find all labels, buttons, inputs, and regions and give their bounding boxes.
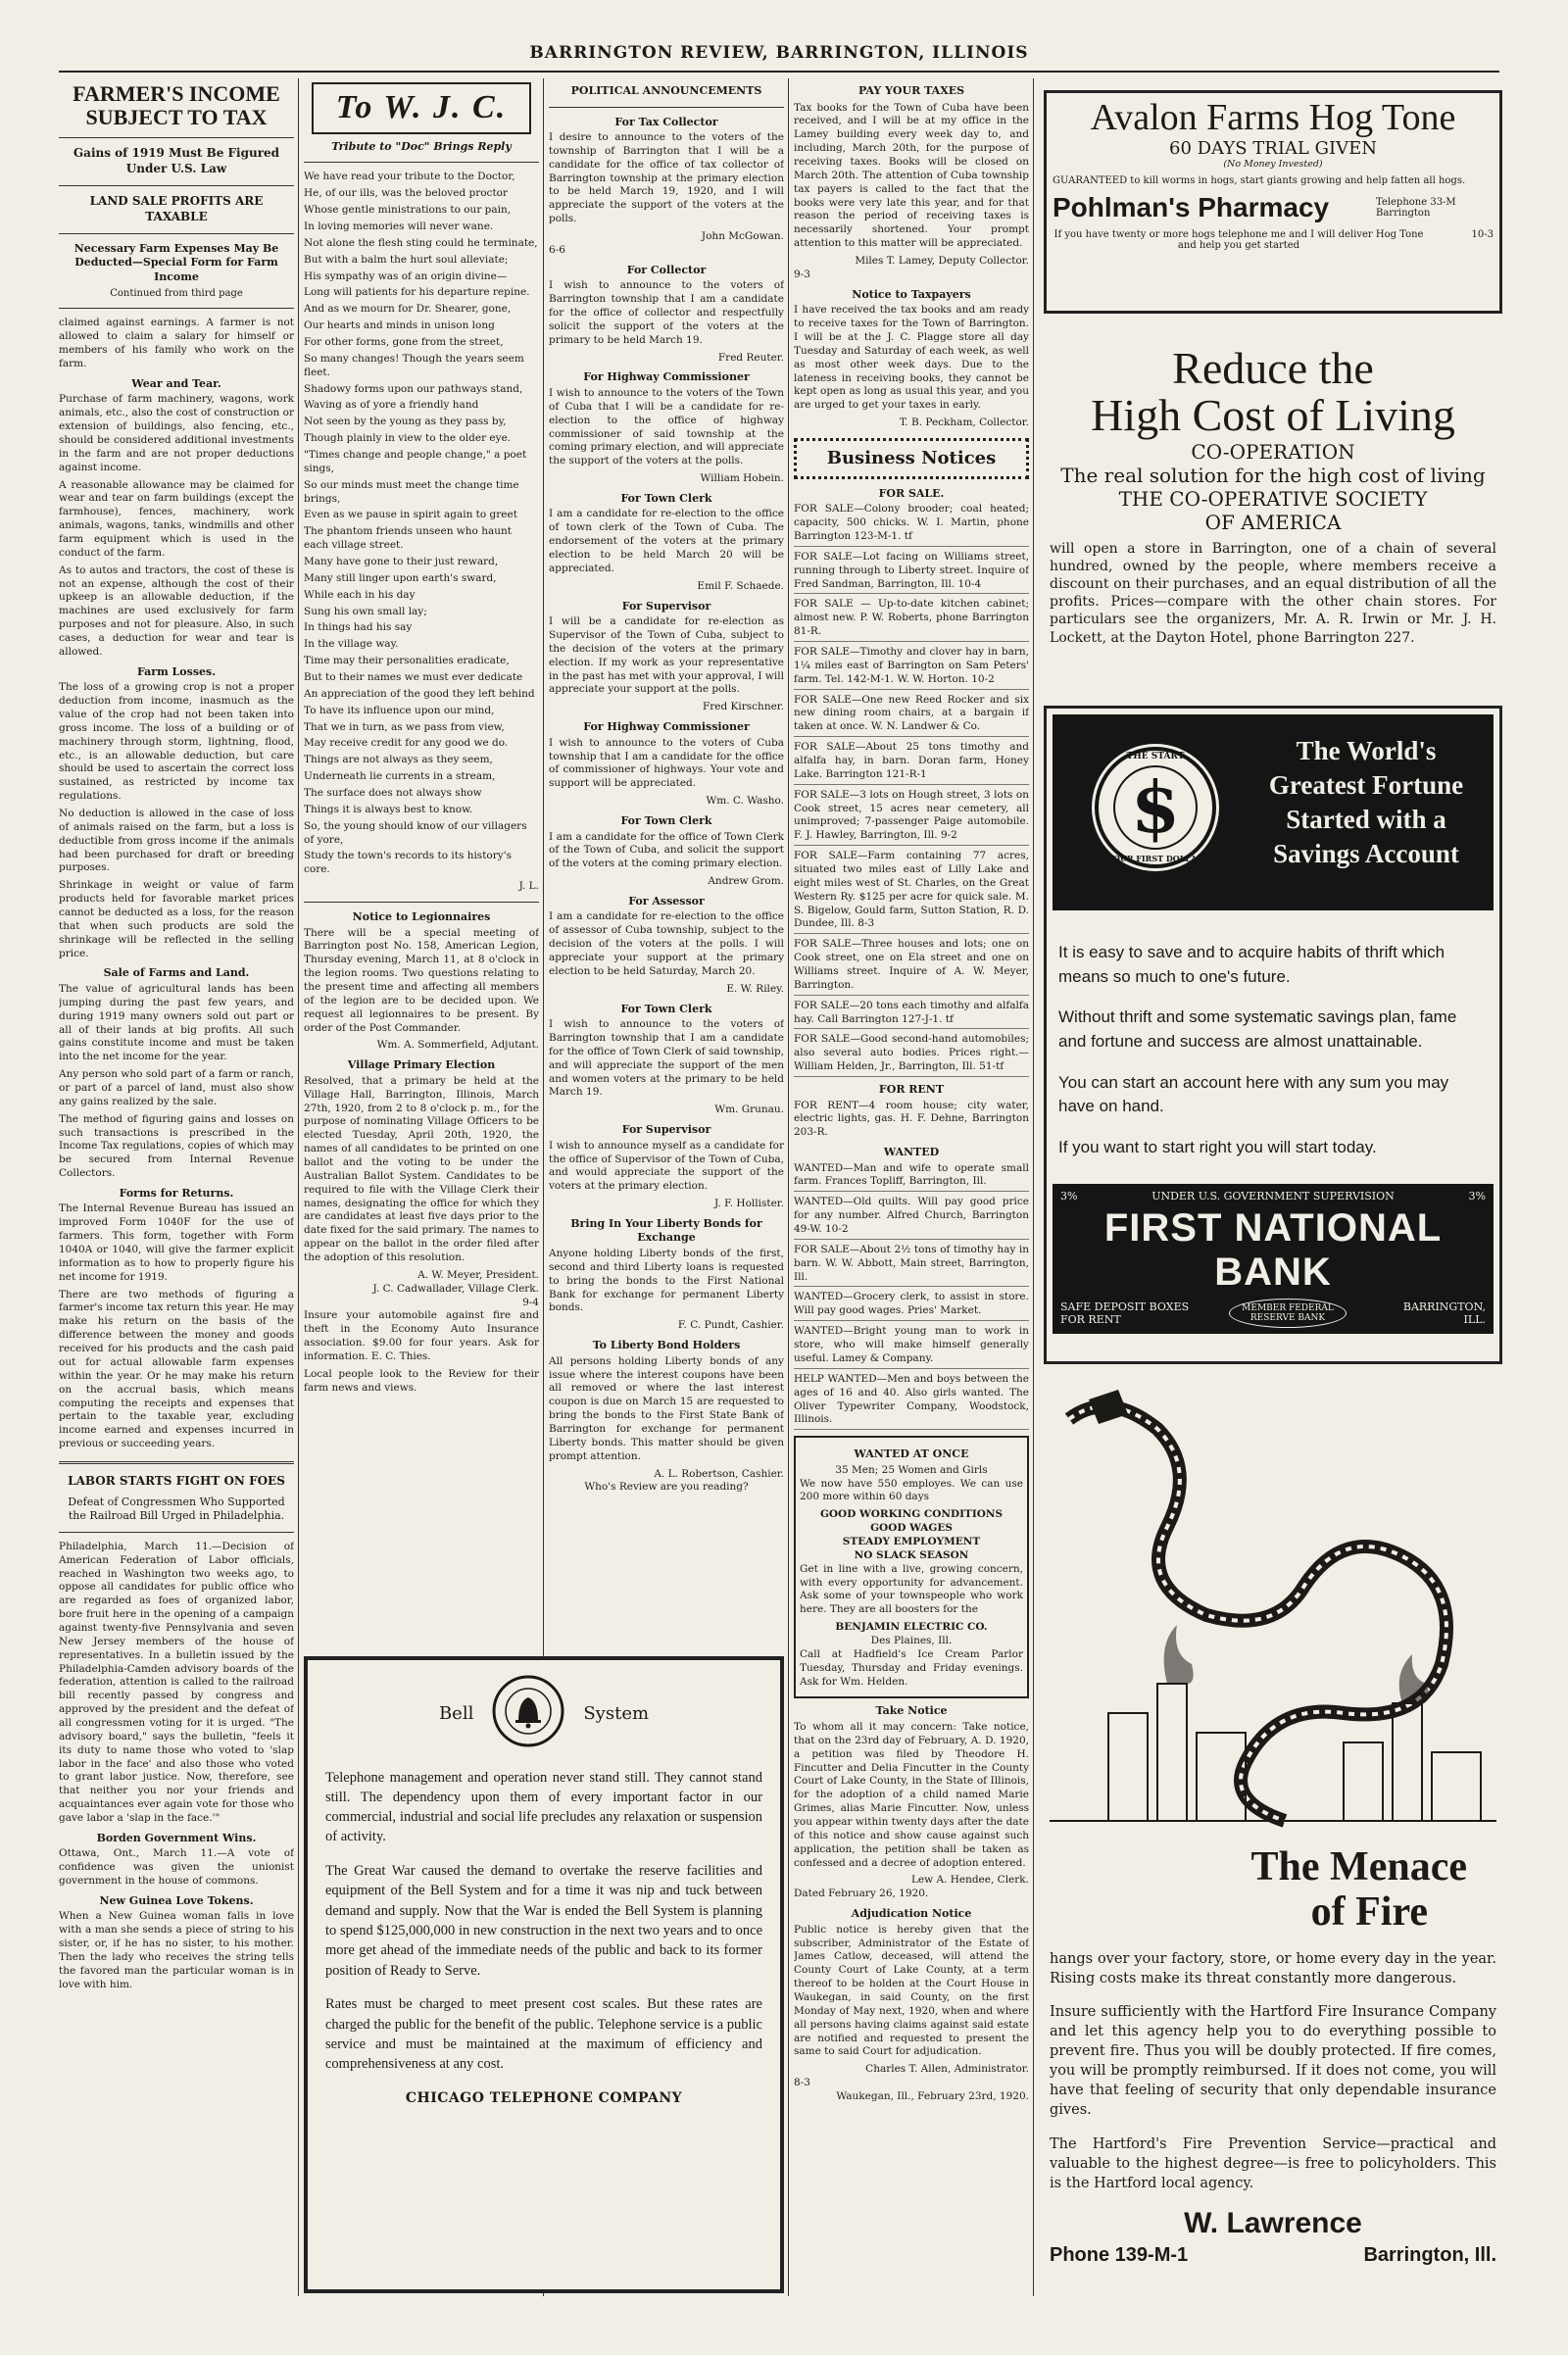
poem-line: Long will patients for his departure repine. <box>304 286 530 299</box>
section-head: Take Notice <box>875 1704 948 1718</box>
announcement-signature: John McGowan. <box>701 230 784 243</box>
article-paragraph: The loss of a growing crop is not a proper deduction from income, inasmuch as the value of the crop had not been taken into gross income. The loss of a building or of machinery through storm, lightning, flood, etc., is an allowable deduction, but care should be used to ascertain the correct loss sustained, as restricted by income tax regulations. <box>59 681 294 803</box>
notice-date: Waukegan, Ill., February 23rd, 1920. <box>836 2090 1029 2102</box>
announcement-text: I am a candidate for re-election to the office of town clerk of the Town of Cuba. The endorsement of the voters at the primary election to be held March 20 will be appreciated. <box>549 508 784 574</box>
ad-paragraph: Get in line with a live, growing concern, with every opportunity for advancement. Ask some of your townspeople who work here. They are all boosters for the <box>800 1562 1023 1616</box>
section-head: Wear and Tear. <box>131 376 221 390</box>
poem-line: Not seen by the young as they pass by, <box>304 416 507 428</box>
notice-signature: A. W. Meyer, President. <box>417 1268 539 1281</box>
announcement-text: I wish to announce to the voters of Cuba township that I am a candidate for the office of commissioner of highways. Your vote and support will be appreciated. <box>549 736 784 790</box>
notice-signature: F. C. Pundt, Cashier. <box>677 1319 784 1332</box>
poem-line: So our minds must meet the change time brings, <box>304 478 519 505</box>
column-political <box>549 78 784 1649</box>
bank-ad-headline: The World's Greatest Fortune Started with a Savings Account <box>1268 736 1464 869</box>
bell-system-ad <box>304 1656 784 2293</box>
announcement-office: For Collector <box>626 263 707 276</box>
ad-feature-line: GOOD WAGES <box>870 1522 953 1535</box>
section-head: Notice to Taxpayers <box>852 287 971 301</box>
fire-ad-city: Barrington, Ill. <box>1363 2244 1496 2267</box>
announcement-office: For Supervisor <box>621 599 711 613</box>
ad-society-name: OF AMERICA <box>1204 510 1342 534</box>
article-paragraph: claimed against earnings. A farmer is not allowed to claim a salary for himself or members of his family who work on the farm. <box>59 317 294 369</box>
poem-line: Our hearts and minds in unison long <box>304 319 495 332</box>
notice-signature: Miles T. Lamey, Deputy Collector. <box>855 254 1029 267</box>
classified-item: FOR SALE—20 tons each timothy and alfalfa hay. Call Barrington 127-J-1. tf <box>794 1000 1029 1030</box>
notice-paragraph: Tax books for the Town of Cuba have been received, and I will be at my office in the Lamey building every week day to, and including, March 20th, for the purpose of receiving taxes. Books will be closed on March 20th. The attention of Cuba township tax payers is called to the fact that the books were very late this year, and for that reason the period of receiving taxes is necessarily shortened. Your prompt attention to this matter will be appreciated. <box>794 101 1029 250</box>
ad-pharmacy-name: Pohlman's Pharmacy <box>1053 191 1330 222</box>
poem-line: The surface does not always show <box>304 787 482 800</box>
notice-code: 8-3 <box>794 2077 810 2089</box>
political-list <box>549 116 784 1211</box>
poem-line: An appreciation of the good they left behind <box>304 687 535 700</box>
continued-note: Continued from third page <box>110 288 243 300</box>
ad-trial: 60 DAYS TRIAL GIVEN <box>1169 137 1377 159</box>
fire-ad-paragraph: hangs over your factory, store, or home every day in the year. Rising costs make its threat constantly more dangerous. <box>1050 1950 1496 1987</box>
section-head: Forms for Returns. <box>119 1186 234 1200</box>
announcement-text: I wish to announce to the voters of the Town of Cuba that I will be a candidate for re-election to the office of highway commissioner of said township at the coming primary election, and will appreciate the support of the voters at the polls. <box>549 386 784 467</box>
article-paragraph: The method of figuring gains and losses on such transactions is prescribed in the Income Tax regulations, copies of which may be secured from Internal Revenue Collectors. <box>59 1112 294 1180</box>
wanted-list <box>794 1162 1029 1431</box>
ad-head: WANTED AT ONCE <box>854 1447 969 1461</box>
ad-title-line: High Cost of Living <box>1091 390 1455 441</box>
column-farm-income <box>59 78 294 2296</box>
bank-city: BARRINGTON, ILL. <box>1402 1300 1486 1327</box>
business-notices-banner: Business Notices <box>794 438 1029 479</box>
subhead-land-sale: LAND SALE PROFITS ARE TAXABLE <box>89 194 264 223</box>
ad-subtitle: CO-OPERATION <box>1191 439 1355 464</box>
classified-head: FOR SALE. <box>878 486 945 500</box>
ad-body: will open a store in Barrington, one of a chain of several hundred, owned by the people, where members receive a discount on their purchases, and an equal distribution of all the profits. Prices—compare with the other chain stores. For particulars see the organizers, Mr. A. R. Irwin or Mr. J. H. Lockett, at the Dayton Hotel, phone Barrington 227. <box>1050 540 1496 646</box>
classified-head: FOR RENT <box>878 1083 945 1096</box>
announcement-text: I am a candidate for re-election to the office of assessor of Cuba township, subject to the decision of the voters at the polls. I will appreciate your support at the primary election to be held Saturday, March 20. <box>549 910 784 977</box>
notice-paragraph: I have received the tax books and am ready to receive taxes for the Town of Barrington. I will be at the J. C. Plagge store all day Tuesday and Saturday of each week, as well as most other week days. Due to the lateness in receiving books, they cannot be kept open as long as usual this year, and you are urged to get your taxes in early. <box>794 304 1029 412</box>
ad-society-name: THE CO-OPERATIVE SOCIETY <box>1118 486 1428 511</box>
announcement-office: For Highway Commissioner <box>583 370 750 384</box>
classified-head: WANTED <box>883 1146 940 1159</box>
article-paragraph: There are two methods of figuring a farmer's income tax return this year. He may make his return on the basis of the difference between the money and goods received for his products and the cash paid out for actual allowable farm expenses within the year. Or he may make his return on the accrual basis, which means computing the receipts and expenses that pertain to the taxable year, excluding income earned and expenses incurred in previous or succeeding years. <box>59 1288 294 1450</box>
article-paragraph: Purchase of farm machinery, wagons, work animals, etc., also the cost of construction or extension of buildings, also fencing, etc., should be considered additional investments in the farm and are not proper deductions against income. <box>59 393 294 473</box>
announcement-office: For Assessor <box>628 894 705 908</box>
subhead-deductions: Necessary Farm Expenses May Be Deducted—Special Form for Farm Income <box>74 241 279 283</box>
article-paragraph: Philadelphia, March 11.—Decision of American Federation of Labor officials, reached in Washington two weeks ago, to oppose all candidates for public office who are regarded as foes of organized labor, bore fruit here in the opening of a campaign against twenty-five Pennsylvania and seven New Jersey members of the house of representatives. In a bulletin issued by the Philadelphia-Camden advisory boards of the federation, attention is called to the railroad bill recently passed by congress and approved by the president and the defeat of all congressmen voting for it is urged. "The advisory board," says the bulletin, "feels it its duty to name those who voted to 'slap labor in the face' and also those who voted to grant labor justice. Now, therefore, see that neither you nor your friends and acquaintances ever again vote for those who gave labor a 'slap in the face.'" <box>59 1540 294 1824</box>
notice-date: Dated February 26, 1920. <box>794 1888 929 1900</box>
ad-title-line: Reduce the <box>1172 343 1374 393</box>
bank-ad-paragraph: It is easy to save and to acquire habits of thrift which means so much to one's future. <box>1058 943 1446 986</box>
bank-name: FIRST NATIONAL BANK <box>1103 1206 1443 1295</box>
hartford-fire-insurance-ad <box>1044 1384 1502 2297</box>
ad-feature-lines <box>800 1508 1023 1562</box>
notice-paragraph: All persons holding Liberty bonds of any issue where the interest coupons have been all removed or where the last interest coupon is due on March 15 are requested to bring the bonds to the First State Bank of Barrington for exchange for permanent Liberty bonds. This matter should be given prompt attention. <box>549 1354 784 1462</box>
bank-ad-paragraph: If you want to start right you will start today. <box>1058 1137 1377 1156</box>
announcement-signature: J. F. Hollister. <box>714 1198 784 1210</box>
poem-line: For other forms, gone from the street, <box>304 335 504 348</box>
column-notices <box>794 78 1029 2296</box>
dollar-coin-icon: $ THE START YOUR FIRST DOLLAR <box>1092 744 1219 871</box>
ad-paragraph: We now have 550 employes. We can use 200 more within 60 days <box>800 1477 1023 1503</box>
article-paragraph: Any person who sold part of a farm or ranch, or part of a parcel of land, must also show any gains realized by the sale. <box>59 1068 294 1107</box>
announcement-office: For Highway Commissioner <box>583 720 750 734</box>
section-head: Farm Losses. <box>136 664 217 678</box>
federal-reserve-badge: MEMBER FEDERAL RESERVE BANK <box>1229 1299 1347 1328</box>
bank-ad-banner <box>1053 714 1494 910</box>
bell-ad-company: CHICAGO TELEPHONE COMPANY <box>405 2089 683 2106</box>
notice-signature: Charles T. Allen, Administrator. <box>865 2063 1029 2076</box>
notice-paragraph: Anyone holding Liberty bonds of the first, second and third Liberty loans is requested to bring the bonds to the First National Bank for exchange for permanent Liberty bonds. <box>549 1247 784 1314</box>
classified-item: FOR SALE—Three houses and lots; one on Cook street, one on Ela street and one on Williams street. Inquire of A. W. Meyer, Barrington. <box>794 938 1029 995</box>
notice-signature: Wm. A. Sommerfield, Adjutant. <box>376 1039 539 1052</box>
announcement-text: I wish to announce to the voters of Barrington township that I am a candidate for the office of Town Clerk of said township, and will appreciate the support of the men and women voters at the primary to be held March 19. <box>549 1018 784 1099</box>
poem-line: Study the town's records to its history's core. <box>304 850 512 876</box>
announcement-code: 6-6 <box>549 243 565 256</box>
announcement-signature: Emil F. Schaede. <box>697 579 784 592</box>
article-paragraph: Shrinkage in weight or value of farm products held for favorable market prices cannot be deducted as a loss, for the reason that when such products are sold the shrinkage will be reflected in the selling price. <box>59 879 294 959</box>
poem-line: But to their names we must ever dedicate <box>304 671 523 684</box>
poem-line: Things are not always as they seem, <box>304 754 493 766</box>
announcement-signature: E. W. Riley. <box>726 982 784 995</box>
poem-line: Whose gentle ministrations to our pain, <box>304 204 512 217</box>
announcement-signature: Wm. Grunau. <box>714 1104 784 1116</box>
subhead-labor: Defeat of Congressmen Who Supported the Railroad Bill Urged in Philadelphia. <box>68 1495 285 1523</box>
subhead-gains: Gains of 1919 Must Be Figured Under U.S. Law <box>73 146 280 176</box>
poem-line: Many have gone to their just reward, <box>304 556 499 568</box>
section-head: To Liberty Bond Holders <box>592 1339 741 1352</box>
dragon-over-city-illustration <box>1050 1390 1496 1840</box>
poem-line: In the village way. <box>304 638 399 651</box>
classified-item: FOR SALE—About 2½ tons of timothy hay in barn. W. W. Abbott, Main street, Barrington, Ill. <box>794 1244 1029 1288</box>
section-head: PAY YOUR TAXES <box>858 84 965 97</box>
safe-deposit-label: SAFE DEPOSIT BOXES FOR RENT <box>1060 1300 1190 1327</box>
coin-top-label: THE START <box>1126 752 1185 761</box>
poem-line: "Times change and people change," a poet sings, <box>304 449 527 474</box>
poem-line: So many changes! Though the years seem fleet. <box>304 352 524 378</box>
bell-ad-paragraph: Telephone management and operation never stand still. They cannot stand still. The dependency upon them of every important factor in our commercial, industrial and social life precludes any relaxation or suspension of activity. <box>325 1769 762 1845</box>
poem-line: To have its influence upon our mind, <box>304 704 495 716</box>
classified-item: WANTED—Bright young man to work in store, who will make himself generally useful. Lamey & Company. <box>794 1325 1029 1369</box>
for-sale-list <box>794 503 1029 1077</box>
first-national-bank-ad <box>1044 706 1502 1364</box>
classified-item: WANTED—Old quilts. Will pay good price for any number. Alfred Church, Barrington 49-W. 10-2 <box>794 1196 1029 1240</box>
classified-item: FOR SALE—Good second-hand automobiles; also several auto bodies. Prices right.—William Helden, Jr., Barrington, Ill. 51-tf <box>794 1033 1029 1077</box>
fire-ad-phone: Phone 139-M-1 <box>1050 2244 1189 2267</box>
ad-city: Des Plaines, Ill. <box>870 1635 953 1647</box>
poem-line: Even as we pause in spirit again to greet <box>304 509 517 521</box>
poem-line: But with a balm the hurt soul alleviate; <box>304 253 509 266</box>
poem-line: In loving memories will never wane. <box>304 220 494 232</box>
bank-ad-footer <box>1053 1184 1494 1334</box>
benjamin-electric-ad <box>794 1436 1029 1698</box>
fire-ad-title: The Menace <box>1250 1844 1467 1889</box>
supervision-label: UNDER U.S. GOVERNMENT SUPERVISION <box>1152 1190 1395 1203</box>
section-head: Adjudication Notice <box>851 1907 972 1921</box>
notice-paragraph: To whom all it may concern: Take notice, that on the 23rd day of February, A. D. 1920, a petition was filed by Theodore H. Fincutter and Delia Fincutter in the County Court of Lake County, in the State of Illinois, for the adoption of a child named Marie Grimes, alias Marie Fincutter. Now, unless you appear within twenty days after the date of this notice and show cause against such application, the petition shall be taken as confessed and a decree of adoption entered. <box>794 1721 1029 1869</box>
notice-paragraph: Insure your automobile against fire and theft in the Economy Auto Insurance association. $9.00 for four years. Ask for information. E. C. Thies. <box>304 1309 539 1363</box>
ad-subtitle: The real solution for the high cost of living <box>1060 463 1486 487</box>
column-tribute <box>304 78 539 1649</box>
notice-paragraph: Resolved, that a primary be held at the Village Hall, Barrington, Illinois, March 27th, 1920, from 2 to 8 o'clock p. m., for the purpose of nominating Village Officers to be elected Tuesday, April 20th, 1920, the names of all candidates to be printed on one ballot and the voting to be under the Australian Ballot System. Candidates to be required to file with the Village Clerk their names, designating the office for which they are candidates at least five days prior to the date fixed for the said primary. The names to appear on the ballot in the order filed after the adoption of this resolution. <box>304 1074 539 1263</box>
announcement-signature: Andrew Grom. <box>708 875 784 888</box>
bank-ad-paragraph: Without thrift and some systematic savings plan, fame and fortune and success are almost unattainable. <box>1058 1007 1457 1051</box>
section-head: Village Primary Election <box>347 1058 496 1072</box>
avalon-hog-tone-ad <box>1044 90 1502 314</box>
announcement-office: For Tax Collector <box>614 115 718 128</box>
notice-signature: T. B. Peckham, Collector. <box>899 417 1029 429</box>
ad-subhead: 35 Men; 25 Women and Girls <box>835 1463 988 1476</box>
poem-line: May receive credit for any good we do. <box>304 737 509 750</box>
poem-line: Things it is always best to know. <box>304 803 473 815</box>
ad-code: 10-3 <box>1471 228 1494 240</box>
notice-paragraph: Local people look to the Review for their farm news and views. <box>304 1367 539 1394</box>
poem-line: Not alone the flesh sting could he terminate, <box>304 236 538 249</box>
poem-line: Sung his own small lay; <box>304 605 427 617</box>
ad-delivery-note: If you have twenty or more hogs telephone me and I will deliver Hog Tone and help you get started <box>1054 228 1424 251</box>
poem-line: Waving as of yore a friendly hand <box>304 399 479 412</box>
headline-farmers-income: FARMER'S INCOME SUBJECT TO TAX <box>73 81 280 130</box>
announcement-office: For Supervisor <box>621 1123 711 1137</box>
fire-ad-paragraph: Insure sufficiently with the Hartford Fire Insurance Company and let this agency help you to do everything possible to prevent fire. Thus you will be doubly protected. If fire comes, you will be promptly reimbursed. If it does not come, you will have that feeling of security that only dependable insurance gives. <box>1050 2004 1496 2119</box>
poem-line: The phantom friends unseen who haunt each village street. <box>304 525 512 552</box>
bank-ad-paragraph: You can start an account here with any sum you may have on hand. <box>1058 1072 1449 1116</box>
classified-item: FOR SALE—One new Reed Rocker and six new dining room chairs, at a bargain if taken at once. W. N. Landwer & Co. <box>794 694 1029 738</box>
announcement-text: I will be a candidate for re-election as Supervisor of the Town of Cuba, subject to the decision of the voters at the primary election. If my work as your representative in the past has met with your approval, I will appreciate your support at the polls. <box>549 615 784 696</box>
article-paragraph: As to autos and tractors, the cost of these is not an expense, although the cost of their upkeep is an allowable deduction, if the machines are used exclusively for farm purposes and not for pleasure. Also, in such cases, a deduction for wear and tear is allowed. <box>59 564 294 658</box>
interest-rate: 3% <box>1060 1190 1078 1203</box>
poem-line: Underneath lie currents in a stream, <box>304 770 496 783</box>
notice-paragraph: There will be a special meeting of Barrington post No. 158, American Legion, Thursday evening, March 11, at 8 o'clock in the legion rooms. Two questions relating to the present time and affecting all members of the legion are to be decided upon. We request all legionnaires to be present. By order of the Post Commander. <box>304 926 539 1034</box>
poem-title: To W. J. C. <box>312 82 531 134</box>
classified-item: WANTED—Man and wife to operate small farm. Frances Topliff, Barrington, Ill. <box>794 1162 1029 1193</box>
bell-ad-left-label: Bell <box>438 1703 474 1724</box>
classified-item: FOR SALE—Lot facing on Williams street, running through to Liberty street. Inquire of Fred Sandman, Barrington, Ill. 10-4 <box>794 551 1029 595</box>
article-paragraph: When a New Guinea woman falls in love with a man she sends a piece of string to his sister, or, if he has no sister, to his mother. Then the lady who receives the string tells the favored man the particular woman is in love with him. <box>59 1910 294 1990</box>
announcement-text: I am a candidate for the office of Town Clerk of the Town of Cuba, and solicit the support of the voters at the coming primary election. <box>549 830 784 870</box>
ad-note: (No Money Invested) <box>1223 158 1323 170</box>
tagline: Who's Review are you reading? <box>584 1481 749 1494</box>
announcement-text: I desire to announce to the voters of the township of Barrington that I will be a candidate for the office of tax collector of Barrington township at the primary election to be held March 19, 1920, and I will appreciate the support of the voters at the polls. <box>549 131 784 225</box>
announcement-signature: Wm. C. Washo. <box>706 795 784 808</box>
section-head: New Guinea Love Tokens. <box>99 1893 254 1907</box>
announcement-signature: Fred Kirschner. <box>702 701 784 713</box>
classified-item: FOR SALE—3 lots on Hough street, 3 lots on Cook street, 15 acres near cemetery, all unimproved; 7-passenger Paige automobile. F. J. Hawley, Barrington, Ill. 9-2 <box>794 789 1029 846</box>
poem-line: That we in turn, as we pass from view, <box>304 720 505 733</box>
headline-labor: LABOR STARTS FIGHT ON FOES <box>68 1473 285 1488</box>
article-paragraph: The Internal Revenue Bureau has issued an improved Form 1040F for the use of farmers. This form, together with Form 1040A or 1040, will give the farmer explicit information as to how to properly figure his net income for 1919. <box>59 1202 294 1283</box>
poem-verse <box>304 171 539 877</box>
poem-line: And as we mourn for Dr. Shearer, gone, <box>304 303 512 316</box>
article-paragraph: No deduction is allowed in the case of loss of animals raised on the farm, but a loss is deductible from gross income if the animals had been purchased for draft or breeding purposes. <box>59 807 294 874</box>
classified-item: FOR SALE—Colony brooder; coal heated; capacity, 500 chicks. W. I. Martin, phone Barrington 123-M-1. tf <box>794 503 1029 547</box>
classified-item: FOR SALE—Timothy and clover hay in barn, 1¼ miles east of Barrington on Sam Peters' farm. Tel. 142-M-1. W. W. Horton. 10-2 <box>794 646 1029 690</box>
ad-feature-line: STEADY EMPLOYMENT <box>842 1536 981 1548</box>
section-head: Sale of Farms and Land. <box>103 966 250 980</box>
bell-ad-paragraph: The Great War caused the demand to overtake the reserve facilities and equipment of the Bell System and for a time it was nip and tuck between demand and supply. Now that the War is ended the Bell System is planning to spend $125,000,000 in new construction in the next two years and to once more get ahead of the immediate needs of the public and back to its former position of Ready to Serve. <box>325 1863 762 1979</box>
article-paragraph: The value of agricultural lands has been jumping during the past few years, and during 1919 many owners sold out part or all of their lands at big profits. All such gains constitute income and must be taken into the net income for the year. <box>59 982 294 1063</box>
classified-item: FOR RENT—4 room house; city water, electric lights, gas. H. F. Dehne, Barrington 203-R. <box>794 1099 1029 1139</box>
bell-ad-header <box>325 1674 762 1753</box>
poem-subtitle: Tribute to "Doc" Brings Reply <box>331 139 512 153</box>
classified-item: FOR SALE—About 25 tons timothy and alfalfa hay, in barn. Doran farm, Honey Lake. Barrington 121-R-1 <box>794 741 1029 785</box>
poem-line: We have read your tribute to the Doctor, <box>304 171 515 183</box>
poem-line: His sympathy was of an origin divine— <box>304 270 508 282</box>
notice-paragraph: Public notice is hereby given that the subscriber, Administrator of the Estate of James Catlow, deceased, will attend the County Court of Lake County, at a term thereof to be holden at the Court House in Waukegan, in said County, on the first Monday of May next, 1920, when and where all persons having claims against said estate are notified and requested to present the same to said Court for adjudication. <box>794 1923 1029 2058</box>
poem-line: Shadowy forms upon our pathways stand, <box>304 382 523 395</box>
poem-line: Time may their personalities eradicate, <box>304 655 510 667</box>
classified-item: FOR SALE — Up-to-date kitchen cabinet; almost new. P. W. Roberts, phone Barrington 81-R. <box>794 598 1029 642</box>
section-head: Bring In Your Liberty Bonds for Exchange <box>570 1216 762 1245</box>
ad-paragraph: Call at Hadfield's Ice Cream Parlor Tuesday, Thursday and Friday evenings. Ask for Wm. Helden. <box>800 1647 1023 1688</box>
announcement-office: For Town Clerk <box>620 813 712 827</box>
announcement-office: For Town Clerk <box>620 491 712 505</box>
bell-ad-right-label: System <box>583 1703 650 1724</box>
notice-signature: Lew A. Hendee, Clerk. <box>910 1874 1029 1887</box>
bell-ad-paragraph: Rates must be charged to meet present cost scales. But these rates are charged the public for the benefit of the public. Telephone service is a public service and must be maintained at the maximum of efficiency and comprehensiveness at any cost. <box>325 1996 762 2073</box>
column-rule <box>1033 78 1034 2296</box>
poem-line: Though plainly in view to the older eye. <box>304 432 512 445</box>
announcement-text: I wish to announce myself as a candidate for the office of Supervisor of the Town of Cuba, and would appreciate the support of the voters at the primary election. <box>549 1139 784 1193</box>
poem-line: While each in his day <box>304 588 416 601</box>
interest-rate: 3% <box>1468 1190 1486 1203</box>
classified-item: WANTED—Grocery clerk, to assist in store. Will pay good wages. Pries' Market. <box>794 1291 1029 1321</box>
column-rule <box>788 78 789 2296</box>
poem-line: In things had his say <box>304 621 413 634</box>
notice-code: 9-4 <box>522 1296 539 1308</box>
article-paragraph: Ottawa, Ont., March 11.—A vote of confidence was given the unionist government in the house of commons. <box>59 1847 294 1888</box>
ad-phone: Telephone 33-M Barrington <box>1376 196 1456 219</box>
poem-line: Many still linger upon earth's sward, <box>304 571 497 584</box>
fire-ad-paragraph: The Hartford's Fire Prevention Service—practical and valuable to the highest degree—is free to policyholders. This is the Hartford local agency. <box>1050 2135 1496 2191</box>
poem-line: So, the young should know of our villagers of yore, <box>304 819 527 846</box>
notice-signature: J. C. Cadwallader, Village Clerk. <box>372 1282 539 1295</box>
section-head: Notice to Legionnaires <box>352 910 491 924</box>
announcement-text: I wish to announce to the voters of Barrington township that I am a candidate for the office of collector and respectfully solicit the support of the voters at the primary to be held March 19. <box>549 279 784 346</box>
ad-title: Avalon Farms Hog Tone <box>1090 97 1456 138</box>
column-rule <box>298 78 299 2296</box>
bell-logo-icon <box>491 1674 565 1753</box>
fire-ad-title: of Fire <box>1310 1889 1428 1936</box>
ad-feature-line: GOOD WORKING CONDITIONS <box>819 1508 1004 1521</box>
cooperative-society-ad <box>1044 339 1502 694</box>
announcement-signature: Fred Reuter. <box>717 351 784 364</box>
notice-code: 9-3 <box>794 268 810 280</box>
masthead: BARRINGTON REVIEW, BARRINGTON, ILLINOIS <box>59 43 1499 73</box>
ad-guarantee: GUARANTEED to kill worms in hogs, start giants growing and help fatten all hogs. <box>1053 174 1466 186</box>
section-title-political: POLITICAL ANNOUNCEMENTS <box>570 84 762 97</box>
announcement-signature: William Hobein. <box>700 472 784 485</box>
ad-feature-line: NO SLACK SEASON <box>854 1548 969 1561</box>
ad-company: BENJAMIN ELECTRIC CO. <box>835 1621 988 1634</box>
article-paragraph: A reasonable allowance may be claimed for wear and tear on farm buildings (except the farmhouse), fences, machinery, work animals, wagons, tanks, windmills and other farm equipment which is used in the conduct of the farm. <box>59 478 294 559</box>
fire-ad-agent: W. Lawrence <box>1184 2207 1362 2240</box>
poem-line: He, of our ills, was the beloved proctor <box>304 187 509 200</box>
classified-item: HELP WANTED—Men and boys between the ages of 16 and 40. Also girls wanted. The Oliver Typewriter Company, Woodstock, Illinois. <box>794 1373 1029 1430</box>
notice-signature: A. L. Robertson, Cashier. <box>654 1467 784 1480</box>
announcement-office: For Town Clerk <box>620 1002 712 1015</box>
poem-signature: J. L. <box>518 880 539 893</box>
section-head: Borden Government Wins. <box>96 1831 257 1844</box>
coin-bottom-label: YOUR FIRST DOLLAR <box>1107 854 1203 863</box>
classified-item: FOR SALE—Farm containing 77 acres, situated two miles east of Lilly Lake and eight miles west of St. Charles, on the Great Western Ry. $125 per acre for quick sale. M. S. Bigelow, Gould farm, Sutton Station, R. D. Dundee, Ill. 8-3 <box>794 850 1029 934</box>
